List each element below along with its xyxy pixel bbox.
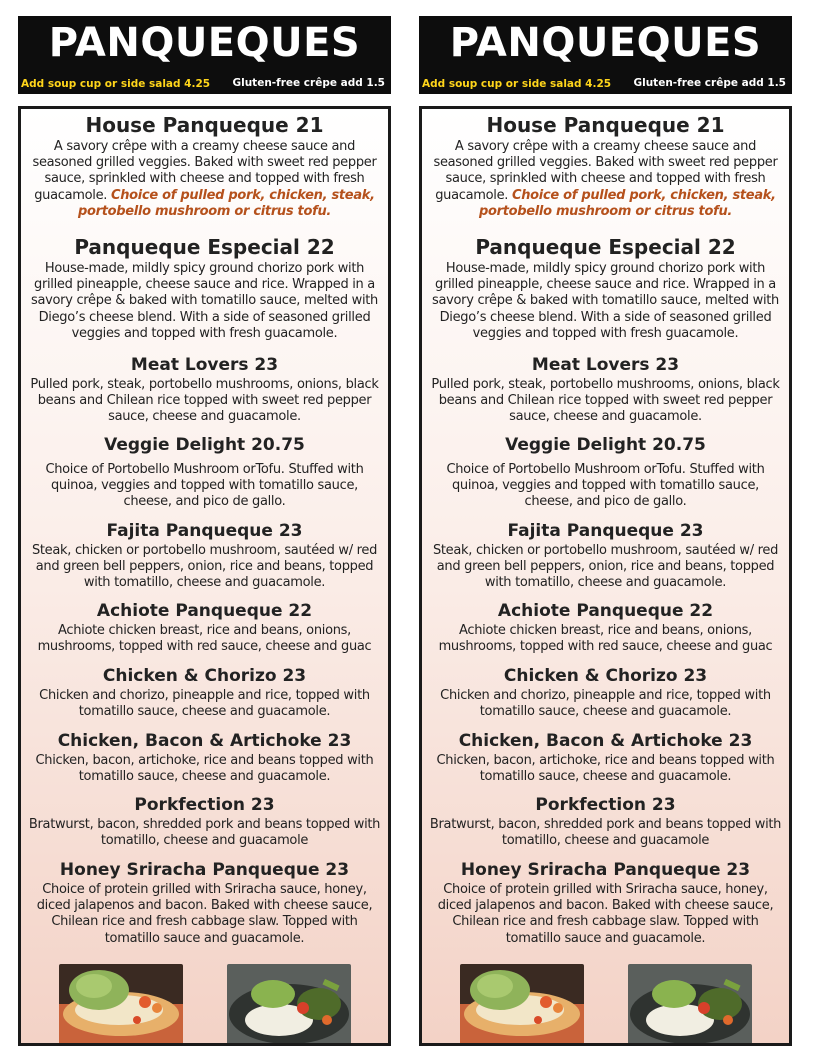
panqueque-veggies-photo-icon: [227, 964, 351, 1046]
menu-item: [25, 435, 384, 511]
item-name: Honey Sriracha Panqueque 23: [59, 860, 350, 880]
panqueque-guacamole-photo-icon: [59, 964, 183, 1046]
menu-panel-right: [419, 16, 792, 1046]
item-description: Pulled pork, steak, portobello mushrooms, onions, black beans and Chilean rice topped with sweet red pepper sauce, cheese and guacamole.: [30, 377, 379, 425]
item-description: Chicken, bacon, artichoke, rice and beans topped with tomatillo sauce, cheese and guacamole.: [35, 753, 374, 785]
item-name: Porkfection 23: [535, 795, 676, 815]
item-name: Chicken, Bacon & Artichoke 23: [57, 731, 352, 751]
item-description: House-made, mildly spicy ground chorizo pork with grilled pineapple, cheese sauce and rice. Wrapped in a savory crêpe & baked with tomatillo sauce, melted with Diego’s cheese blend. With a side of seasoned grilled veggies and topped with fresh guacamole.: [431, 261, 779, 341]
item-name: House Panqueque 21: [486, 113, 725, 137]
menu-item: [25, 860, 384, 947]
menu-item: [426, 601, 785, 655]
menu-title: PANQUEQUES: [48, 20, 361, 66]
menu-item: [25, 601, 384, 655]
menu-item: [25, 731, 384, 785]
item-description: Choice of Portobello Mushroom orTofu. Stuffed with quinoa, veggies and topped with tomatillo sauce, cheese, and pico de gallo.: [446, 462, 765, 510]
item-description: Achiote chicken breast, rice and beans, onions, mushrooms, topped with red sauce, cheese and guac: [438, 623, 773, 655]
item-description: Steak, chicken or portobello mushroom, sautéed w/ red and green bell peppers, onion, rice and beans, topped with tomatillo, cheese and guacamole.: [432, 543, 779, 591]
item-description: Chicken, bacon, artichoke, rice and beans topped with tomatillo sauce, cheese and guacamole.: [436, 753, 775, 785]
item-name: Chicken & Chorizo 23: [503, 666, 708, 686]
menu-item: [25, 795, 384, 849]
item-name: Panqueque Especial 22: [475, 235, 736, 259]
menu-item: [426, 521, 785, 592]
menu-panel-left: [18, 16, 391, 1046]
menu-header: [18, 16, 391, 94]
item-description: Bratwurst, bacon, shredded pork and beans topped with tomatillo, cheese and guacamole: [429, 817, 782, 849]
addon-note: Add soup cup or side salad 4.25: [21, 78, 211, 90]
menu-item: [25, 521, 384, 592]
item-name: Chicken & Chorizo 23: [102, 666, 307, 686]
item-description: House-made, mildly spicy ground chorizo pork with grilled pineapple, cheese sauce and rice. Wrapped in a savory crêpe & baked with tomatillo sauce, melted with Diego’s cheese blend. With a side of seasoned grilled veggies and topped with fresh guacamole.: [30, 261, 378, 341]
menu-item: [426, 860, 785, 947]
item-name: Panqueque Especial 22: [74, 235, 335, 259]
item-name: Meat Lovers 23: [531, 355, 680, 375]
menu-item: [426, 235, 785, 342]
item-name: House Panqueque 21: [85, 113, 324, 137]
item-choice-text: Choice of pulled pork, chicken, steak, portobello mushroom or citrus tofu.: [77, 187, 375, 219]
menu-item: [426, 355, 785, 426]
menu-header: [419, 16, 792, 94]
menu-item: [426, 731, 785, 785]
menu-items-box: [18, 106, 391, 1046]
item-name: Achiote Panqueque 22: [497, 601, 714, 621]
menu-item: [426, 435, 785, 511]
menu-item: [426, 666, 785, 720]
item-name: Veggie Delight 20.75: [104, 435, 305, 455]
menu-item: [426, 795, 785, 849]
item-name: Veggie Delight 20.75: [505, 435, 706, 455]
item-name: Porkfection 23: [134, 795, 275, 815]
item-description: Steak, chicken or portobello mushroom, sautéed w/ red and green bell peppers, onion, rice and beans, topped with tomatillo, cheese and guacamole.: [31, 543, 378, 591]
item-description: [25, 139, 384, 220]
item-description: [426, 139, 785, 220]
item-name: Fajita Panqueque 23: [507, 521, 704, 541]
item-description: Chicken and chorizo, pineapple and rice, topped with tomatillo sauce, cheese and guacamole.: [440, 688, 771, 720]
gluten-free-note: Gluten-free crêpe add 1.5: [232, 77, 385, 89]
menu-title: PANQUEQUES: [449, 20, 762, 66]
panqueque-veggies-photo-icon: [628, 964, 752, 1046]
menu-items-box: [419, 106, 792, 1046]
panqueque-guacamole-photo-icon: [460, 964, 584, 1046]
item-desc-text: A savory crêpe with a creamy cheese sauce and seasoned grilled veggies. Baked with sweet red pepper sauce, sprinkled with cheese and topped with fresh guacamole.: [32, 139, 377, 203]
item-name: Achiote Panqueque 22: [96, 601, 313, 621]
menu-item: [25, 235, 384, 342]
menu-item: [25, 355, 384, 426]
menu-item: [426, 113, 785, 220]
item-name: Meat Lovers 23: [130, 355, 279, 375]
item-description: Bratwurst, bacon, shredded pork and beans topped with tomatillo, cheese and guacamole: [28, 817, 381, 849]
addon-note: Add soup cup or side salad 4.25: [422, 78, 612, 90]
item-description: Choice of Portobello Mushroom orTofu. Stuffed with quinoa, veggies and topped with tomatillo sauce, cheese, and pico de gallo.: [45, 462, 364, 510]
menu-item: [25, 666, 384, 720]
item-description: Choice of protein grilled with Sriracha sauce, honey, diced jalapenos and bacon. Baked with cheese sauce, Chilean rice and fresh cabbage slaw. Topped with tomatillo sauce and guacamole.: [437, 882, 774, 946]
item-description: Achiote chicken breast, rice and beans, onions, mushrooms, topped with red sauce, cheese and guac: [37, 623, 372, 655]
item-name: Honey Sriracha Panqueque 23: [460, 860, 751, 880]
item-description: Chicken and chorizo, pineapple and rice, topped with tomatillo sauce, cheese and guacamole.: [39, 688, 370, 720]
gluten-free-note: Gluten-free crêpe add 1.5: [633, 77, 786, 89]
item-description: Choice of protein grilled with Sriracha sauce, honey, diced jalapenos and bacon. Baked with cheese sauce, Chilean rice and fresh cabbage slaw. Topped with tomatillo sauce and guacamole.: [36, 882, 373, 946]
menu-item: [25, 113, 384, 220]
item-name: Chicken, Bacon & Artichoke 23: [458, 731, 753, 751]
item-description: Pulled pork, steak, portobello mushrooms, onions, black beans and Chilean rice topped with sweet red pepper sauce, cheese and guacamole.: [431, 377, 780, 425]
item-choice-text: Choice of pulled pork, chicken, steak, portobello mushroom or citrus tofu.: [478, 187, 776, 219]
item-desc-text: A savory crêpe with a creamy cheese sauce and seasoned grilled veggies. Baked with sweet red pepper sauce, sprinkled with cheese and topped with fresh guacamole.: [433, 139, 778, 203]
item-name: Fajita Panqueque 23: [106, 521, 303, 541]
